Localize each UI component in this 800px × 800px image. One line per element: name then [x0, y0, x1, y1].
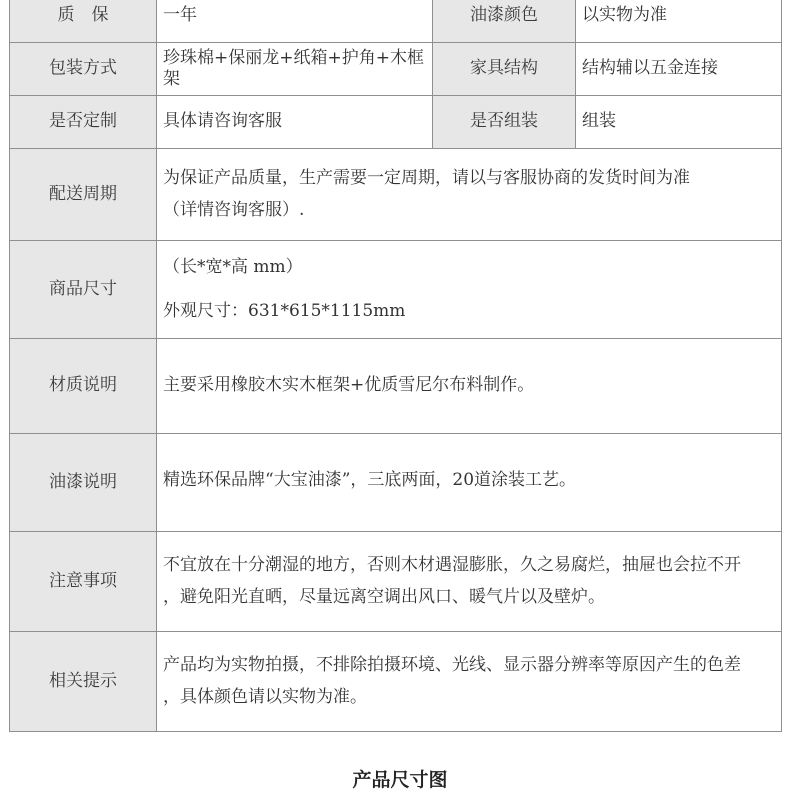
- value-assembly: 组装: [576, 96, 782, 149]
- value-paint: [157, 434, 782, 532]
- label-delivery: 配送周期: [10, 149, 157, 241]
- spec-row-delivery: [10, 149, 782, 241]
- label-notice: 注意事项: [10, 532, 157, 632]
- spec-row-packaging: [10, 43, 782, 96]
- spec-row-custom: [10, 96, 782, 149]
- label-warranty: 质 保: [10, 0, 157, 43]
- value-tips: [157, 632, 782, 732]
- material-text: 主要采用橡胶木实木框架+优质雪尼尔布料制作。: [163, 375, 535, 396]
- label-packaging: 包装方式: [10, 43, 157, 96]
- spec-row-size: [10, 241, 782, 339]
- label-paint: 油漆说明: [10, 434, 157, 532]
- value-material: [157, 339, 782, 434]
- delivery-line-1: 为保证产品质量，生产需要一定周期，请以与客服协商的发货时间为准: [163, 168, 690, 189]
- value-notice: [157, 532, 782, 632]
- spec-row-notice: [10, 532, 782, 632]
- section-title-product-size-diagram: 产品尺寸图: [352, 769, 448, 791]
- spec-row-tips: [10, 632, 782, 732]
- tips-line-1: 产品均为实物拍摄，不排除拍摄环境、光线、显示器分辨率等原因产生的色差: [163, 655, 741, 676]
- label-material: 材质说明: [10, 339, 157, 434]
- spec-row-paint: [10, 434, 782, 532]
- label-structure: 家具结构: [433, 43, 576, 96]
- value-size: [157, 241, 782, 339]
- value-paint-color: 以实物为准: [576, 0, 782, 43]
- paint-text: 精选环保品牌“大宝油漆”，三底两面，20道涂装工艺。: [163, 470, 577, 490]
- value-warranty: 一年: [157, 0, 433, 43]
- value-delivery: [157, 149, 782, 241]
- label-tips: 相关提示: [10, 632, 157, 732]
- value-custom: 具体请咨询客服: [157, 96, 433, 149]
- delivery-line-2: （详情咨询客服）.: [163, 199, 305, 220]
- value-structure: 结构辅以五金连接: [576, 43, 782, 96]
- spec-table: [9, 0, 782, 732]
- size-dimensions: 外观尺寸：631*615*1115mm: [163, 300, 406, 321]
- value-packaging: 珍珠棉+保丽龙+纸箱+护角+木框架: [157, 43, 433, 96]
- notice-line-1: 不宜放在十分潮湿的地方，否则木材遇湿膨胀，久之易腐烂，抽屉也会拉不开: [163, 555, 741, 576]
- label-paint-color: 油漆颜色: [433, 0, 576, 43]
- notice-line-2: ，避免阳光直晒，尽量远离空调出风口、暖气片以及壁炉。: [163, 586, 605, 607]
- label-assembly: 是否组装: [433, 96, 576, 149]
- label-custom: 是否定制: [10, 96, 157, 149]
- tips-line-2: ，具体颜色请以实物为准。: [163, 686, 367, 707]
- size-unit-note: （长*宽*高 mm）: [163, 257, 303, 278]
- label-size: 商品尺寸: [10, 241, 157, 339]
- spec-row-warranty: [10, 0, 782, 43]
- spec-row-material: [10, 339, 782, 434]
